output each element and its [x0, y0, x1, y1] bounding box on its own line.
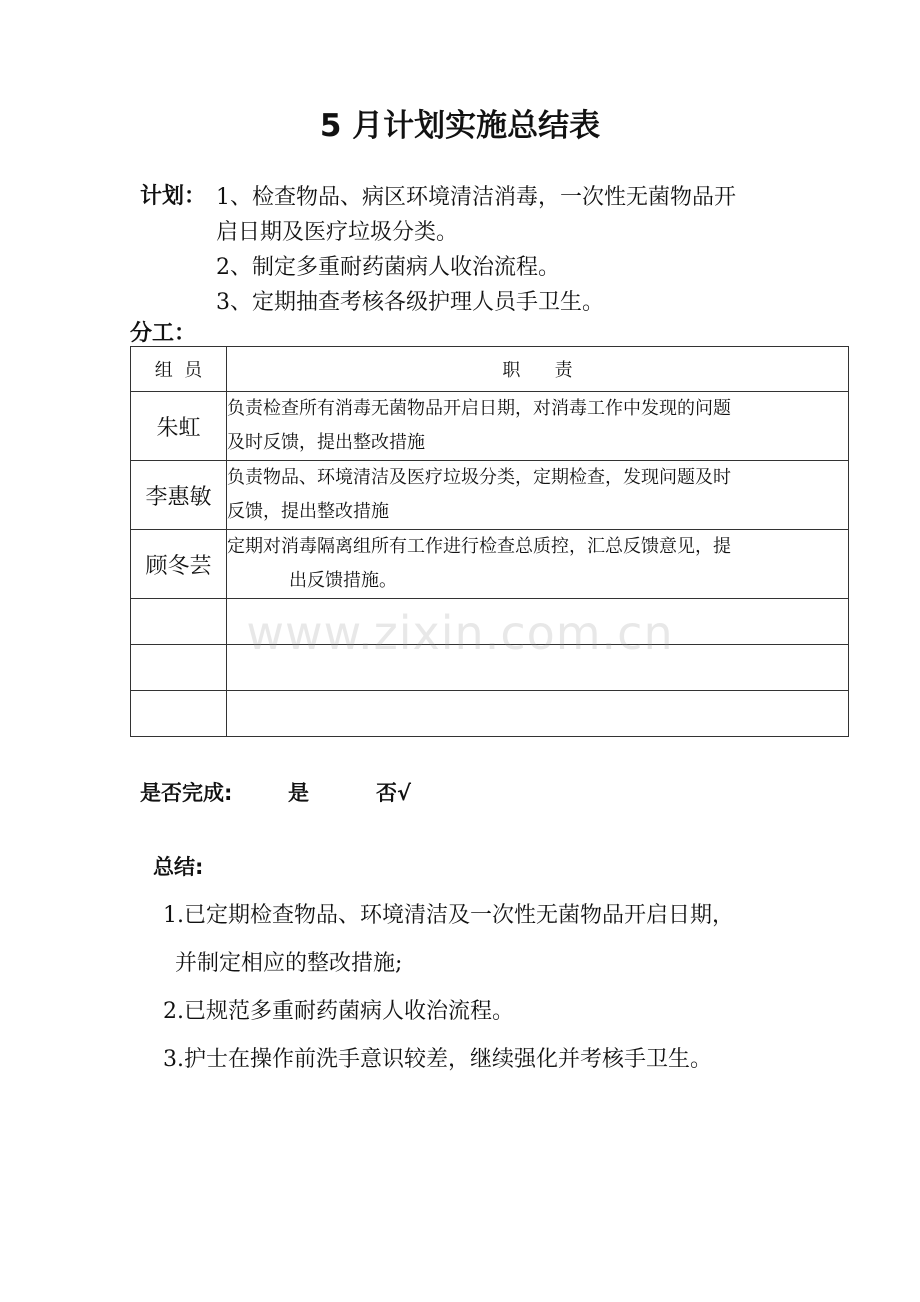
table-row	[131, 530, 849, 599]
completion-no-checked: 否√	[376, 781, 412, 805]
summary-label: 总结:	[153, 855, 204, 879]
watermark: www.zixin.com.cn	[246, 606, 674, 660]
duty-line: 及时反馈，提出整改措施	[227, 432, 425, 453]
table-row	[131, 461, 849, 530]
division-label: 分工：	[130, 321, 197, 346]
summary-item-1-continued: 并制定相应的整改措施;	[175, 951, 403, 976]
duty-line: 定期对消毒隔离组所有工作进行检查总质控，汇总反馈意见，提	[227, 536, 731, 557]
duty-table	[130, 346, 849, 737]
member-duty	[227, 461, 849, 530]
member-duty	[227, 530, 849, 599]
summary-item-3: 3.护士在操作前洗手意识较差，继续强化并考核手卫生。	[163, 1047, 712, 1072]
page-title: 5 月计划实施总结表	[319, 108, 601, 144]
member-name: 李惠敏	[131, 461, 227, 530]
empty-cell	[131, 691, 227, 737]
completion-label: 是否完成:	[140, 781, 233, 805]
header-members: 组 员	[131, 347, 227, 392]
empty-table-row	[131, 691, 849, 737]
duty-line: 出反馈措施。	[289, 570, 397, 591]
plan-item-1-continued: 启日期及医疗垃圾分类。	[216, 220, 459, 245]
plan-item-3: 3、定期抽查考核各级护理人员手卫生。	[216, 290, 604, 315]
summary-item-2: 2.已规范多重耐药菌病人收治流程。	[163, 999, 514, 1024]
table-row	[131, 392, 849, 461]
table-header-row	[131, 347, 849, 392]
plan-label: 计划：	[140, 184, 207, 209]
completion-yes: 是	[288, 781, 309, 805]
empty-cell	[227, 691, 849, 737]
plan-item-2: 2、制定多重耐药菌病人收治流程。	[216, 255, 560, 280]
plan-item-1: 1、检查物品、病区环境清洁消毒，一次性无菌物品开	[216, 185, 736, 210]
duty-line: 反馈，提出整改措施	[227, 501, 389, 522]
header-duties: 职 责	[227, 347, 849, 392]
member-name: 朱虹	[131, 392, 227, 461]
duty-line: 负责检查所有消毒无菌物品开启日期，对消毒工作中发现的问题	[227, 398, 731, 419]
member-name: 顾冬芸	[131, 530, 227, 599]
member-duty	[227, 392, 849, 461]
summary-item-1: 1.已定期检查物品、环境清洁及一次性无菌物品开启日期，	[163, 903, 734, 928]
duty-line: 负责物品、环境清洁及医疗垃圾分类，定期检查，发现问题及时	[227, 467, 731, 488]
